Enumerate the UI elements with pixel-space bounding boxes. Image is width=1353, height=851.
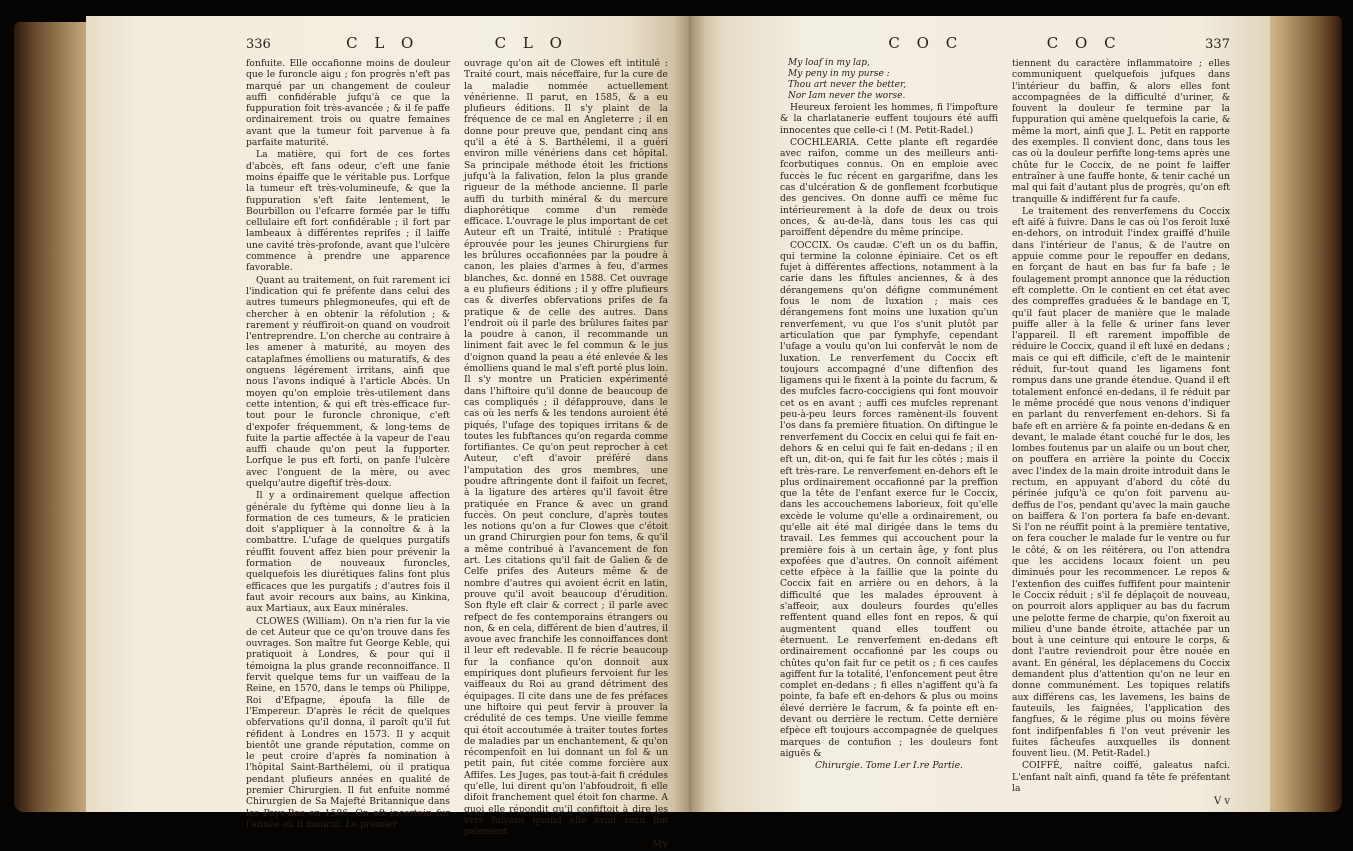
left-column-1 [246, 58, 450, 851]
left-column-2 [464, 58, 668, 851]
verse-line: Nor Iam never the worse. [788, 91, 906, 101]
paragraph: CLOWES (William). On n'a rien fur la vie de cet Auteur que ce qu'on trouve dans fes ouvrages. Son maître fut George Keble, qui pratiquoit à Londres, & pour qui il témoigna la plus grande reconnoiffance. Il fervit quelque tems fur un vaiffeau de la Reine, en 1570, dans le temps où Philippe, Roi d'Efpagne, époufa la fille de l'Empereur. D'après le récit de quelques obfervations qu'il donna, il paroît qu'il fut réfident à Londres en 1573. Il y acquit bientôt une grande réputation, comme on le peut croire d'après fa nomination à l'hôpital Saint-Barthélemi, où il pratiqua pendant plufieurs années en qualité de premier Chirurgien. Il fut enfuite nommé Chirurgien de Sa Majefté Britannique dans les Pays-Bas en 1586. On eft incertain fur l'année où il mourut. Le premier [246, 615, 450, 830]
left-running-header [246, 34, 668, 56]
paragraph: La matière, qui fort de ces fortes d'abcès, eft fans odeur, c'eft une fanie moins épaiffe que le véritable pus. Lorfque la tumeur eft très-volumineufe, & que la fuppuration s'eft faite lentement, le Bourbillon ou l'efcarre formée par le tiffu cellulaire eft fort confidérable ; il fort par lambeaux à différentes reprifes ; il laiffe une cavité très-profonde, avant que l'ulcère commence à prendre une apparence favorable. [246, 149, 450, 274]
paragraph: Il y a ordinairement quelque affection générale du fyftème qui donne lieu à la formation de ces tumeurs, & le praticien doit s'appliquer à la connoître & à la combattre. L'ufage de quelques purgatifs réuffit fouvent affez bien pour prévenir la formation de nouveaux furoncles, quelquefois les diurétiques falins font plus efficaces que les purgatifs ; d'autres fois il faut avoir recours aux bains, au Kinkina, aux Martiaux, aux Eaux minérales. [246, 490, 450, 615]
right-page [690, 16, 1270, 812]
paragraph: COIFFÉ, naître coiffé, galeatus nafci. L'enfant naît ainfi, quand fa tête fe préfentant la [1012, 760, 1230, 794]
verse-line: My loaf in my lap, [788, 58, 870, 68]
signature-mark: V v [1213, 796, 1230, 808]
left-catchword: My [652, 839, 668, 851]
right-running-header [780, 34, 1230, 56]
paragraph: ouvrage qu'on ait de Clowes eft intitulé : Traité court, mais néceffaire, fur la cure de la maladie nommée actuellement vénérienne. Il parut, en 1585, & a eu plufieurs éditions. Il s'y plaint de la fréquence de ce mal en Angleterre ; il en donne pour preuve que, pendant cinq ans qu'il a été à S. Barthélemi, il a guéri environ mille vénériens dans cet hôpital. Sa principale méthode étoit les frictions jufqu'à la falivation, felon la plus grande rigueur de la méthode ancienne. Il parle auffi du turbith minéral & du mercure diaphorétique comme d'un remède efficace. L'ouvrage le plus important de cet Auteur eft un Traité, intitulé : Pratique éprouvée pour les jeunes Chirurgiens fur les brûlures occafionnées par la poudre à canon, les plaies d'armes à feu, d'armes blanches, &c. donné en 1588. Cet ouvrage a eu plufieurs éditions ; il y offre plufieurs cas & diverfes obfervations prifes de fa pratique & de celle des autres. Dans l'endroit où il parle des brûlures faites par la poudre à canon, il recommande un liniment fait avec le fel commun & le jus d'oignon quand la peau a été enlevée & les émolliens quand le mal s'eft porté plus loin. Il s'y montre un Praticien expérimenté dans l'hiftoire qu'il donne de beaucoup de cas compliqués ; il défapprouve, dans le cas où les nerfs & les tendons auroient été piqués, l'ufage des topiques irritans & de toutes les fubftances qu'on regarda comme fortifiantes. Ce qu'on peut reprocher à cet Auteur, c'eft d'avoir préféré dans l'amputation des gros membres, une poudre aftringente dont il faifoit un fecret, à la ligature des artères qu'il favoit être pratiquée en France & avec un grand fuccès. On peut conclure, d'après toutes les notions qu'on a fur Clowes que c'étoit un grand Chirurgien pour fon tems, & qu'il a même contribué à l'avancement de fon art. Les citations qu'il fait de Galien & de Celfe prifes des Auteurs même & de nombre d'autres qui avoient écrit en latin, prouve qu'il avoit beaucoup d'érudition. Son ftyle eft clair & correct ; il parle avec refpect de fes contemporains étrangers ou non, & en cela, différent de bien d'autres, il avoue avec franchife les connoiffances dont il leur eft redevable. Il fe récrie beaucoup fur la confiance qu'on donnoit aux empiriques dont plufieurs fervoient fur les vaiffeaux du Roi au grand détriment des équipages. Il cite dans une de fes préfaces une hiftoire qui peut fervir à prouver la crédulité de ces temps. Une vieille femme qui étoit accoutumée à traiter toutes fortes de maladies par un enchantement, & qu'on récompenfoit en lui donnant un fol & un petit pain, fut citée comme forcière aux Affifes. Les Juges, pas tout-à-fait fi crédules qu'elle, lui dirent qu'on l'abfoudroit, fi elle difoit franchement quel étoit fon charme. A quoi elle répondit qu'il confiftoit à dire les vers fuivans quand elle avoit reçu fon paiement. [464, 58, 668, 838]
paragraph: Le traitement des renverfemens du Coccix eft aifé à fuivre. Dans le cas où l'os feroit luxé en-dehors, on introduit l'index graiffé d'huile dans l'intérieur de l'anus, & de l'autre on appuie comme pour le repouffer en dedans, en forçant de haut en bas fur fa bafe ; le foulagement prompt annonce que la réduction eft complette. On le contient en cet état avec des compreffes graduées & le bandage en T, qu'il faut placer de manière que le malade puiffe aller à la felle & uriner fans lever l'appareil. Il eft rarement impoffible de réduire le Coccix, quand il eft luxé en dedans ; mais ce qui eft difficile, c'eft de le maintenir réduit, fur-tout quand les ligamens font rompus dans une grande étendue. Quand il eft totalement enfoncé en-dedans, il fe réduit par le même procédé que nous venons d'indiquer en parlant du renverfement en-dehors. Si fa bafe eft en arrière & fa pointe en-dedans & en devant, le malade étant couché fur le dos, les lombes foutenus par un alaife ou un bout cher, on pouffera en arrière la pointe du Coccix avec l'index de la main droite introduit dans le rectum, en appuyant d'abord du côté du périnée jufqu'à ce qu'on foit parvenu au-deffus de l'os, pendant qu'avec la main gauche on baiffera & l'on portera fa bafe en-devant. Si l'on ne réuffit point à la première tentative, on fera coucher le malade fur le ventre ou fur le côté, & on les réitérera, ou l'on attendra que les accidens locaux foient un peu diminués pour les recommencer. Le repos & l'extenfion des cuiffes fuffifent pour maintenir le Coccix réduit ; s'il fe déplaçoit de nouveau, on pourroit alors appliquer au bas du facrum une pelotte ferme de charpie, qu'on fixeroit au milieu d'une bande étroite, attachée par un bout à une ceinture qui entoure le corps, & dont l'autre reviendroit pour être nouée en avant. En général, les déplacemens du Coccix demandent plus d'attention qu'on ne leur en donne communément. Les topiques relatifs aux différens cas, les lavemens, les bains de fauteuils, les faignées, l'application des fangfues, & le régime plus ou moins févère font indifpenfables fi l'on veut prévenir les fuites fâcheufes auxquelles ils donnent fouvent lieu. (M. Petit-Radel.) [1012, 205, 1230, 760]
verse-line: My peny in my purse : [788, 69, 890, 79]
left-page-number: 336 [246, 37, 271, 52]
verse [780, 58, 998, 102]
right-column-1 [780, 58, 998, 808]
footnote: Chirurgie. Tome I.er I.re Partie. [815, 760, 963, 772]
paragraph: fonfuite. Elle occafionne moins de douleur que le furoncle aigu ; fon progrès n'eft pas marqué par un changement de couleur auffi confidérable jufqu'à ce que la fuppuration foit très-avancée ; & il fe paffe ordinairement trois ou quatre femaines avant que la tumeur foit parvenue à fa parfaite maturité. [246, 58, 450, 149]
right-column-2 [1012, 58, 1230, 808]
left-header-right: C L O [494, 34, 568, 52]
right-header-left: C O C [888, 34, 964, 52]
paragraph: COCHLEARIA. Cette plante eft regardée avec raifon, comme un des meilleurs anti-fcorbutiques connus. On en emploie avec fuccès le fuc récent en gargarifme, dans les cas d'ulcération & de gonflement fcorbutique des gencives. On donne auffi ce même fuc intérieurement à la dofe de deux ou trois onces, & au-de-là, dans tous les cas qui paroiffent dépendre du même principe. [780, 136, 998, 239]
right-header-right: C O C [1046, 34, 1122, 52]
book-gutter [674, 16, 706, 812]
paragraph: tiennent du caractère inflammatoire ; elles communiquent quelquefois jufques dans l'intérieur du baffin, & alors elles font accompagnées de la difficulté d'uriner, & fouvent la douleur fe termine par la fuppuration qui amène quelquefois la carie, & même la mort, ainfi que J. L. Petit en rapporte des exemples. Il convient donc, dans tous les cas où la douleur perfifte long-tems après une chûte fur le Coccix, de ne point fe laiffer entraîner à une fauffe honte, & tenir caché un mal qui fait d'autant plus de progrès, qu'on eft tranquille & indifférent fur fa caufe. [1012, 58, 1230, 205]
paragraph: Quant au traitement, on fuit rarement ici l'indication qui fe préfente dans celui des autres tumeurs phlegmoneufes, qui eft de chercher à en obtenir la réfolution ; & rarement y réuffiroit-on quand on voudroit l'entreprendre. L'on cherche au contraire à les amener à maturité, au moyen des cataplafmes émolliens ou maturatifs, & des onguens légérement irritans, ainfi que nous l'avons indiqué à l'article Abcès. Un moyen qu'on emploie très-utilement dans cette intention, & qui eft très-efficace fur-tout pour le furoncle chronique, c'eft d'expofer fréquemment, & long-tems de fuite la partie affectée à la vapeur de l'eau auffi chaude qu'on peut la fupporter. Lorfque le pus eft forti, on panfe l'ulcère avec l'onguent de la mère, ou avec quelqu'autre digeftif très-doux. [246, 274, 450, 489]
left-header-left: C L O [346, 34, 420, 52]
right-page-number: 337 [1205, 37, 1230, 52]
right-page-edges [1262, 16, 1342, 812]
paragraph: COCCIX. Os caudæ. C'eft un os du baffin, qui termine la colonne épiniaire. Cet os eft fujet à différentes affections, notamment à la carie dans les fiftules anciennes, & à des dérangemens qu'on défigne communément fous le nom de luxation ; mais ces dérangemens font moins une luxation qu'un renverfement, vu que l'os s'unit plutôt par articulation que par fymphyfe, cependant l'ufage a voulu qu'on lui confervât le nom de luxation. Le renverfement du Coccix eft toujours accompagné d'une diftenfion des ligamens qui le fixent à la pointe du facrum, & des mufcles facro-coccigiens qui font mouvoir cet os en avant ; auffi ces mufcles reprenant peu-à-peu leurs forces ramènent-ils fouvent l'os dans fa première fituation. On diftingue le renverfement du Coccix en celui qui fe fait en-dehors & en celui qui fe fait en-dedans ; il en eft un, dit-on, qui fe fait fur les côtés ; mais il eft très-rare. Le renverfement en-dehors eft le plus ordinairement occafionné par la preffion que la tête de l'enfant exerce fur le Coccix, dans les accouchemens laborieux, foit qu'elle excède le volume qu'elle a ordinairement, ou qu'elle ait été mal dirigée dans le tems du travail. Les femmes qui accouchent pour la première fois à un certain âge, y font plus expofées que d'autres. On connoît aifément cette efpèce à la faillie que la pointe du Coccix fait en arrière ou en dehors, à la difficulté que les malades éprouvent à s'affeoir, aux douleurs fourdes qu'elles reffentent quand elles font en repos, & qui augmentent quand elles touffent ou éternuent. Le renverfement en-dedans eft ordinairement occafionné par les coups ou chûtes qu'on fait fur ce petit os ; fi ces caufes agiffent fur la totalité, l'enfoncement peut être complet en-dedans ; fi elles n'agiffent qu'à fa pointe, fa bafe eft en-dehors & plus ou moins élevé derrière le facrum, & fa pointe eft en-devant ou derrière le rectum. Cette dernière efpèce eft toujours accompagnée de quelques marques de contufion ; les douleurs font aiguës & [780, 239, 998, 759]
paragraph: Heureux feroient les hommes, fi l'impofture & la charlatanerie euffent toujours été auffi innocentes que celle-ci ! (M. Petit-Radel.) [780, 102, 998, 136]
left-page [86, 16, 690, 851]
verse-line: Thou art never the better, [788, 80, 907, 90]
